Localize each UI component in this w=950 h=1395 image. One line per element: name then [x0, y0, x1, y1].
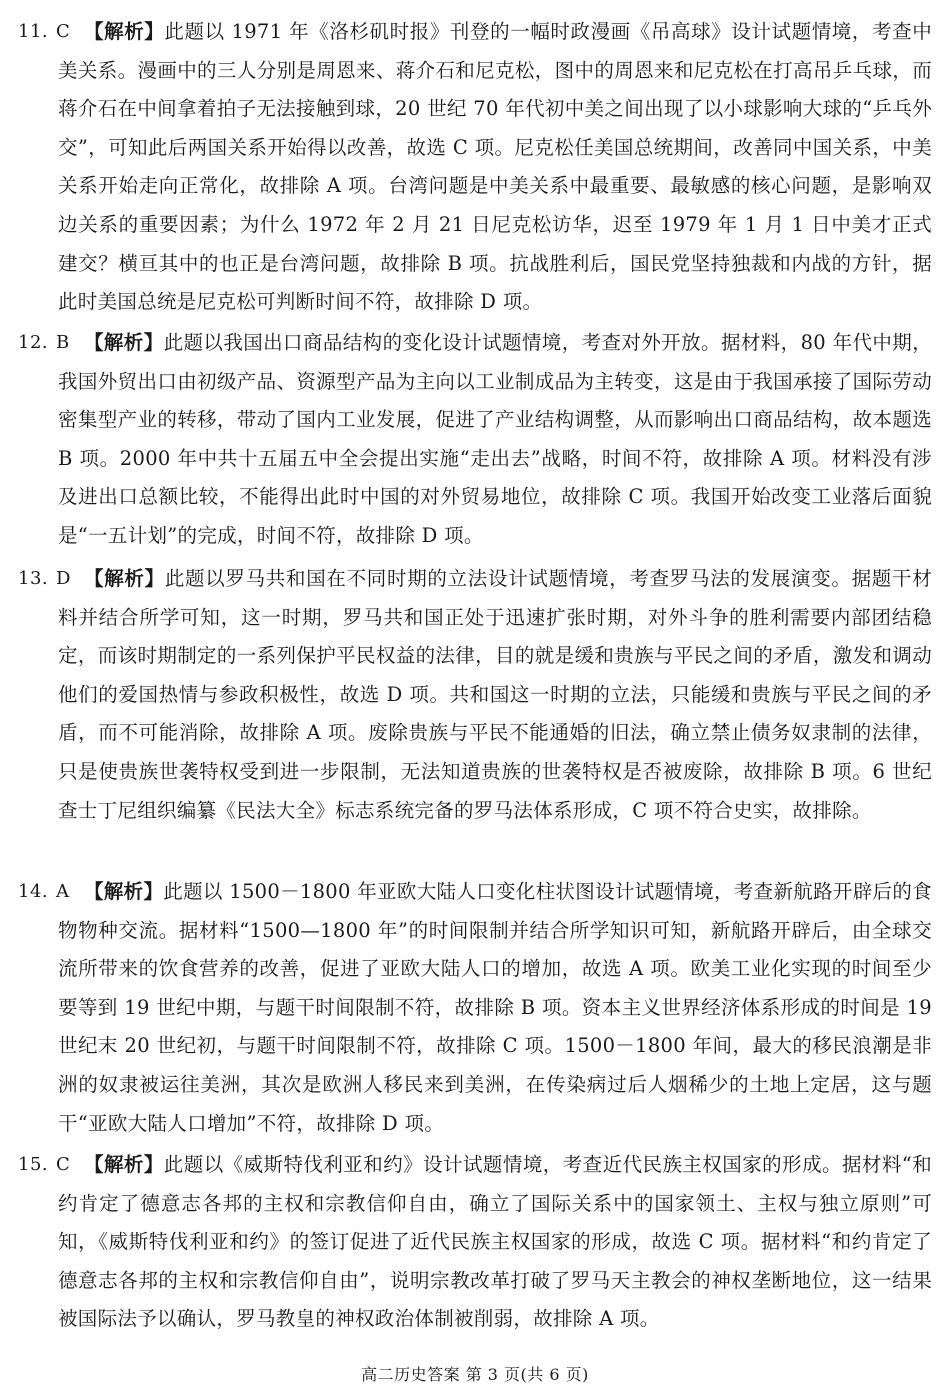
answer-letter: D [56, 568, 71, 589]
explanation-tag: 【解析】 [84, 567, 165, 590]
explanation [58, 324, 932, 556]
question-number: 15. [18, 1154, 49, 1175]
explanation [58, 13, 932, 322]
explanation-tag: 【解析】 [84, 331, 164, 354]
answer-item-14 [18, 873, 932, 1143]
answer-letter: C [56, 21, 70, 42]
explanation-text: 此题以罗马共和国在不同时期的立法设计试题情境，考查罗马法的发展演变。据题干材料并结合所学可知，这一时期，罗马共和国正处于迅速扩张时期，对外斗争的胜利需要内部团结稳定，而该时期制定的一系列保护平民权益的法律，目的就是缓和贵族与平民之间的矛盾，激发和调动他们的爱国热情与参政积极性，故选 D 项。共和国这一时期的立法，只能缓和贵族与平民之间的矛盾，而不可能消除，故排除 A 项。废除贵族与平民不能通婚的旧法，确立禁止债务奴隶制的法律，只是使贵族世袭特权受到进一步限制，无法知道贵族的世袭特权是否被废除，故排除 B 项。6 世纪查士丁尼组织编纂《民法大全》标志系统完备的罗马法体系形成，C 项不符合史实，故排除。 [58, 567, 933, 822]
answer-letter: B [56, 332, 70, 353]
explanation [58, 1146, 932, 1339]
answer-item-11 [18, 13, 932, 322]
explanation-tag: 【解析】 [84, 1153, 164, 1176]
answer-item-12 [18, 324, 932, 556]
answer-letter: C [56, 1154, 70, 1175]
question-number: 11. [18, 21, 49, 42]
answer-item-13 [18, 560, 932, 830]
explanation-tag: 【解析】 [84, 880, 164, 903]
page-footer: 高二历史答案 第 3 页(共 6 页) [361, 1365, 589, 1384]
explanation [58, 873, 932, 1143]
explanation-text: 此题以 1500－1800 年亚欧大陆人口变化柱状图设计试题情境，考查新航路开辟后的食物物种交流。据材料“1500—1800 年”的时间限制并结合所学知识可知，新航路开辟后，由全球交流所带来的饮食营养的改善，促进了亚欧大陆人口的增加，故选 A 项。欧美工业化实现的时间至少要等到 19 世纪中期，与题干时间限制不符，故排除 B 项。资本主义世界经济体系形成的时间是 19 世纪末 20 世纪初，与题干时间限制不符，故排除 C 项。1500－1800 年间，最大的移民浪潮是非洲的奴隶被运往美洲，其次是欧洲人移民来到美洲，在传染病过后人烟稀少的土地上定居，这与题干“亚欧大陆人口增加”不符，故排除 D 项。 [58, 880, 932, 1135]
question-number: 12. [18, 332, 49, 353]
explanation-text: 此题以《威斯特伐利亚和约》设计试题情境，考查近代民族主权国家的形成。据材料“和约肯定了德意志各邦的主权和宗教信仰自由，确立了国际关系中的国家领土、主权与独立原则”可知，《威斯特伐利亚和约》的签订促进了近代民族主权国家的形成，故选 C 项。据材料“和约肯定了德意志各邦的主权和宗教信仰自由”，说明宗教改革打破了罗马天主教会的神权垄断地位，这一结果被国际法予以确认，罗马教皇的神权政治体制被削弱，故排除 A 项。 [58, 1153, 933, 1331]
explanation-text: 此题以我国出口商品结构的变化设计试题情境，考查对外开放。据材料，80 年代中期，我国外贸出口由初级产品、资源型产品为主向以工业制成品为主转变，这是由于我国承接了国际劳动密集型产业的转移，带动了国内工业发展，促进了产业结构调整，从而影响出口商品结构，故本题选 B 项。2000 年中共十五届五中全会提出实施“走出去”战略，时间不符，故排除 A 项。材料没有涉及进出口总额比较，不能得出此时中国的对外贸易地位，故排除 C 项。我国开始改变工业落后面貌是“一五计划”的完成，时间不符，故排除 D 项。 [58, 331, 933, 547]
answer-item-15 [18, 1146, 932, 1339]
question-number: 13. [18, 568, 49, 589]
question-number: 14. [18, 881, 49, 902]
answer-letter: A [56, 881, 69, 902]
explanation-tag: 【解析】 [84, 20, 165, 43]
explanation-text: 此题以 1971 年《洛杉矶时报》刊登的一幅时政漫画《吊高球》设计试题情境，考查中美关系。漫画中的三人分别是周恩来、蒋介石和尼克松，图中的周恩来和尼克松在打高吊乒乓球，而蒋介石在中间拿着拍子无法接触到球，20 世纪 70 年代初中美之间出现了以小球影响大球的“乒乓外交”，可知此后两国关系开始得以改善，故选 C 项。尼克松任美国总统期间，改善同中国关系，中美关系开始走向正常化，故排除 A 项。台湾问题是中美关系中最重要、最敏感的核心问题，是影响双边关系的重要因素；为什么 1972 年 2 月 21 日尼克松访华，迟至 1979 年 1 月 1 日中美才正式建交？横亘其中的也正是台湾问题，故排除 B 项。抗战胜利后，国民党坚持独裁和内战的方针，据此时美国总统是尼克松可判断时间不符，故排除 D 项。 [58, 20, 933, 314]
explanation [58, 560, 932, 830]
